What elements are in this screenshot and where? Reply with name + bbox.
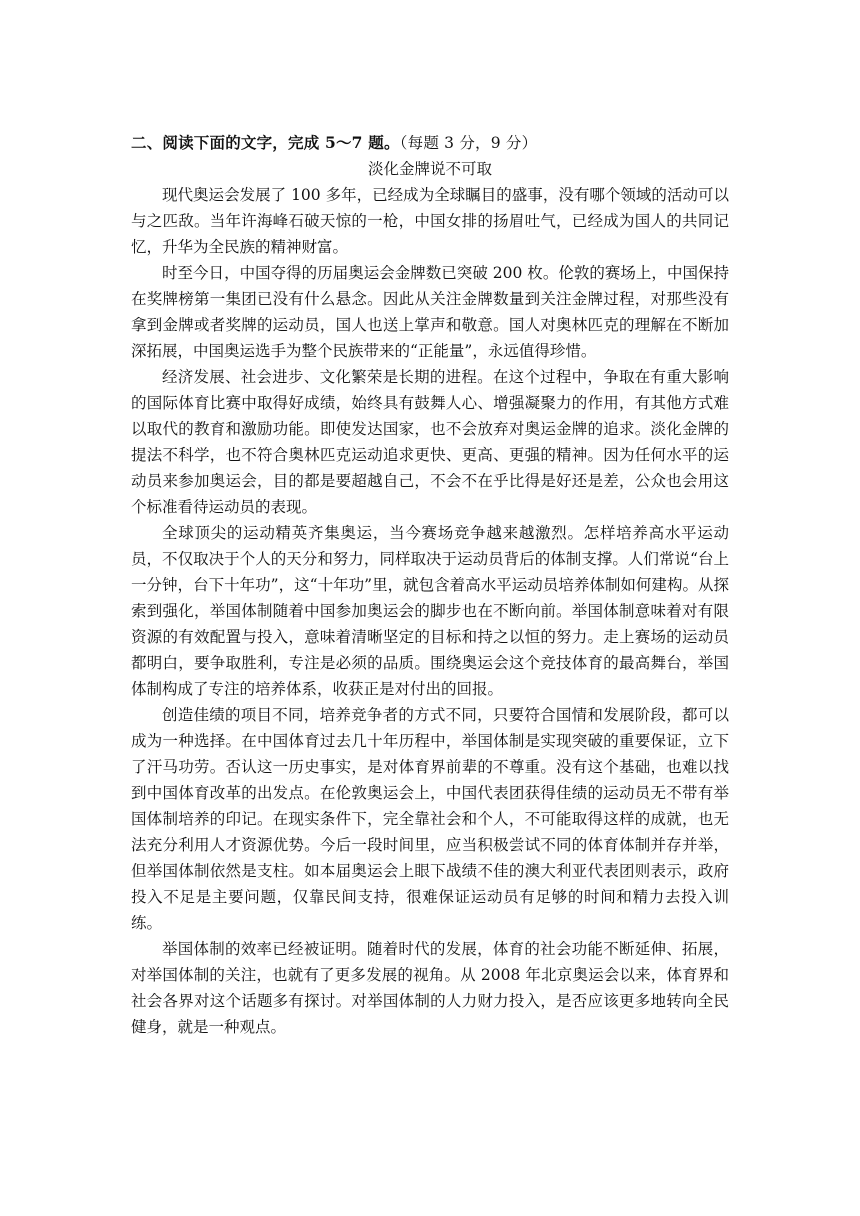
question-heading bbox=[131, 130, 729, 156]
article-paragraph-6: 举国体制的效率已经被证明。随着时代的发展，体育的社会功能不断延伸、拓展，对举国体制的关注，也就有了更多发展的视角。从 2008 年北京奥运会以来，体育界和社会各界对这个话题多有探讨。对举国体制的人力财力投入，是否应该更多地转向全民健身，就是一种观点。 bbox=[131, 940, 729, 1036]
article-paragraph-2: 时至今日，中国夺得的历届奥运会金牌数已突破 200 枚。伦敦的赛场上，中国保持在奖牌榜第一集团已没有什么悬念。因此从关注金牌数量到关注金牌过程，对那些没有拿到金牌或者奖牌的运动员，国人也送上掌声和敬意。国人对奥林匹克的理解在不断加深拓展，中国奥运选手为整个民族带来的“正能量”，永远值得珍惜。 bbox=[131, 264, 729, 360]
article-title: 淡化金牌说不可取 bbox=[367, 160, 492, 178]
article-paragraph-1: 现代奥运会发展了 100 多年，已经成为全球瞩目的盛事，没有哪个领域的活动可以与之匹敌。当年许海峰石破天惊的一枪，中国女排的扬眉吐气，已经成为国人的共同记忆，升华为全民族的精神财富。 bbox=[131, 186, 729, 256]
document-page bbox=[131, 130, 729, 1040]
article-paragraph-5: 创造佳绩的项目不同，培养竞争者的方式不同，只要符合国情和发展阶段，都可以成为一种选择。在中国体育过去几十年历程中，举国体制是实现突破的重要保证，立下了汗马功劳。否认这一历史事实，是对体育界前辈的不尊重。没有这个基础，也难以找到中国体育改革的出发点。在伦敦奥运会上，中国代表团获得佳绩的运动员无不带有举国体制培养的印记。在现实条件下，完全靠社会和个人，不可能取得这样的成就，也无法充分利用人才资源优势。今后一段时间里，应当积极尝试不同的体育体制并存并举，但举国体制依然是支柱。如本届奥运会上眼下战绩不佳的澳大利亚代表团则表示，政府投入不足是主要问题，仅靠民间支持，很难保证运动员有足够的时间和精力去投入训练。 bbox=[131, 706, 729, 932]
question-heading-score-note: （每题 3 分，9 分） bbox=[399, 134, 538, 152]
question-heading-main: 二、阅读下面的文字，完成 5～7 题。 bbox=[131, 133, 400, 152]
article-paragraph-4: 全球顶尖的运动精英齐集奥运，当今赛场竞争越来越激烈。怎样培养高水平运动员，不仅取决于个人的天分和努力，同样取决于运动员背后的体制支撑。人们常说“台上一分钟，台下十年功”，这“十年功”里，就包含着高水平运动员培养体制如何建构。从探索到强化，举国体制随着中国参加奥运会的脚步也在不断向前。举国体制意味着对有限资源的有效配置与投入，意味着清晰坚定的目标和持之以恒的努力。走上赛场的运动员都明白，要争取胜利，专注是必须的品质。围绕奥运会这个竞技体育的最高舞台，举国体制构成了专注的培养体系，收获正是对付出的回报。 bbox=[131, 524, 729, 698]
article-paragraph-3: 经济发展、社会进步、文化繁荣是长期的进程。在这个过程中，争取在有重大影响的国际体育比赛中取得好成绩，始终具有鼓舞人心、增强凝聚力的作用，有其他方式难以取代的教育和激励功能。即使发达国家，也不会放弃对奥运金牌的追求。淡化金牌的提法不科学，也不符合奥林匹克运动追求更快、更高、更强的精神。因为任何水平的运动员来参加奥运会，目的都是要超越自己，不会不在乎比得是好还是差，公众也会用这个标准看待运动员的表现。 bbox=[131, 368, 729, 516]
